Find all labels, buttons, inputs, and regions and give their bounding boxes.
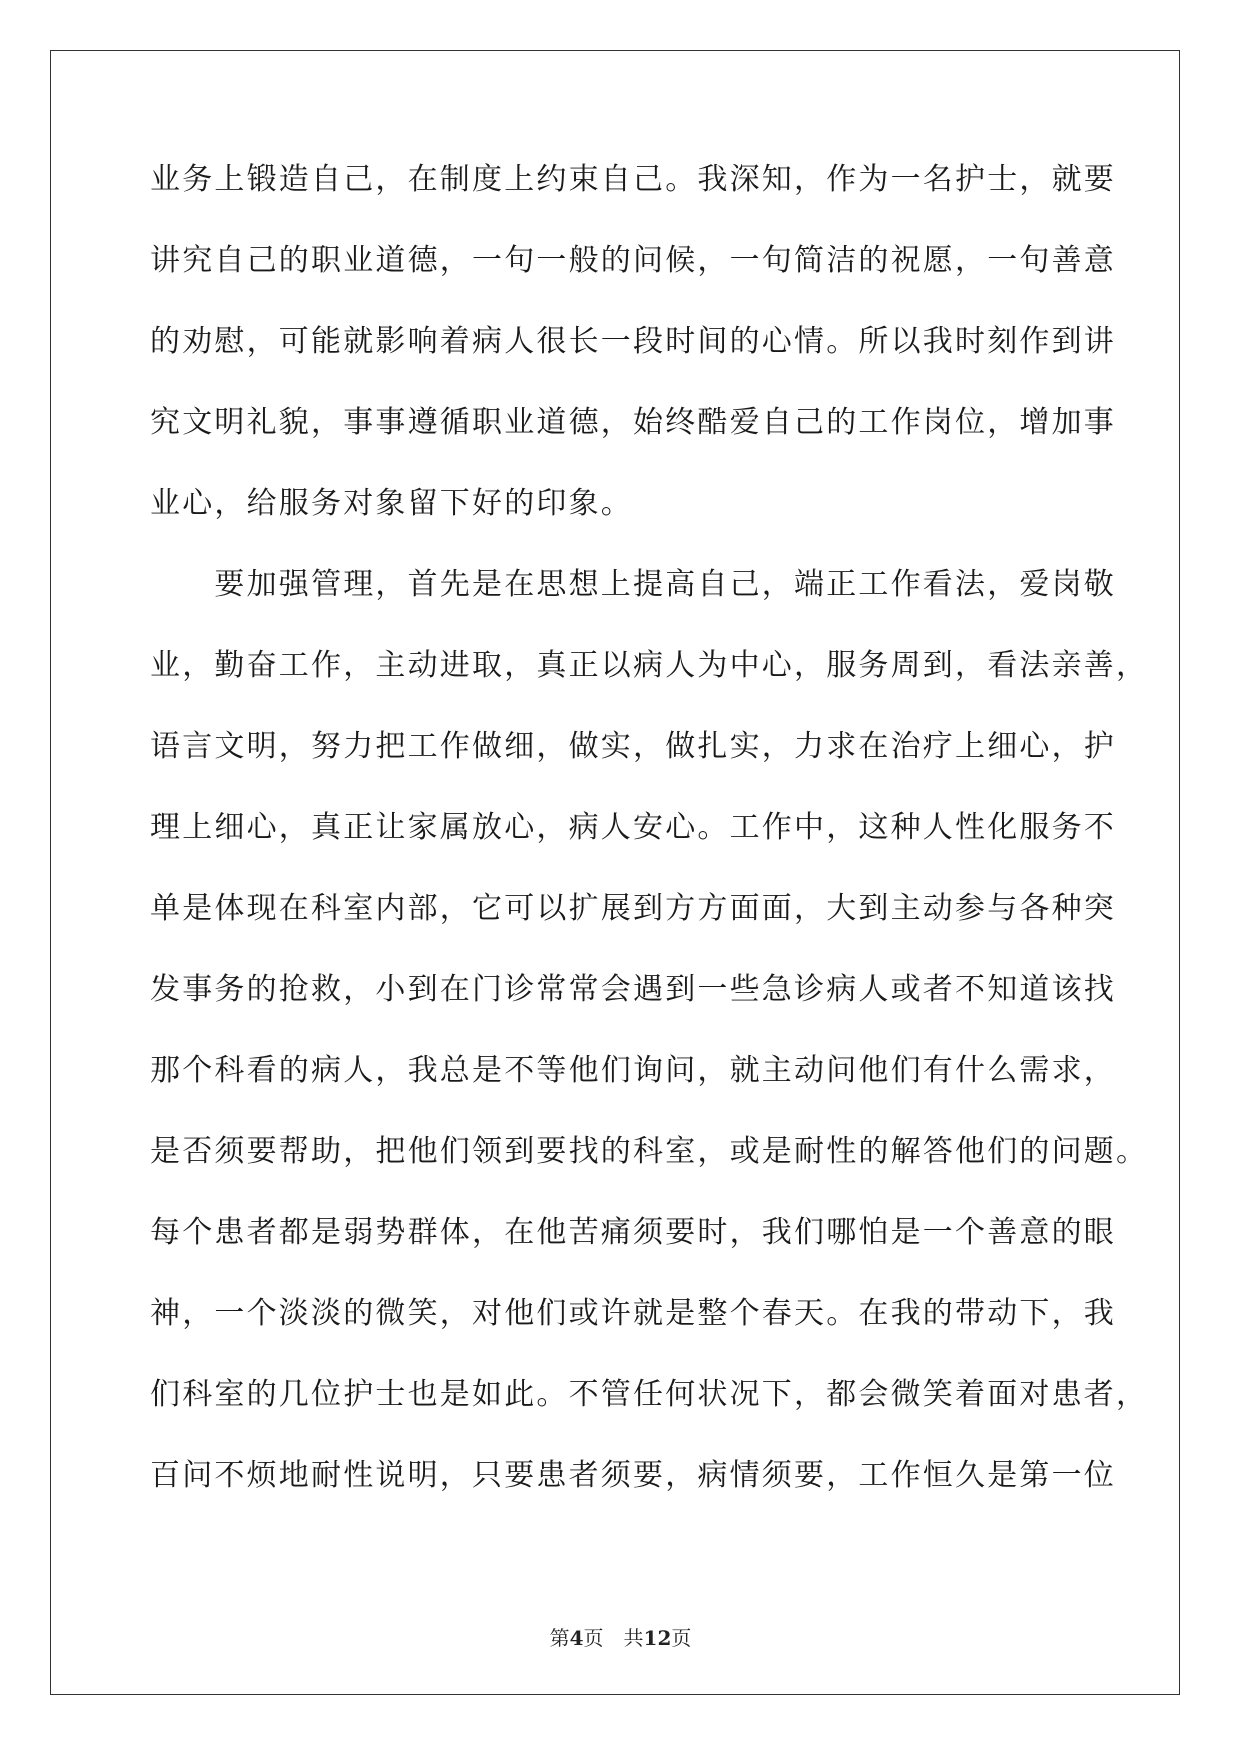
text-line: 业心，给服务对象留下好的印象。 bbox=[150, 486, 633, 521]
text-line: 究文明礼貌，事事遵循职业道德，始终酷爱自己的工作岗位，增加事 bbox=[150, 405, 1116, 440]
document-body bbox=[150, 160, 1149, 1537]
text-line: 百问不烦地耐性说明，只要患者须要，病情须要，工作恒久是第一位 bbox=[150, 1458, 1116, 1493]
page-prefix: 第 bbox=[549, 1626, 570, 1650]
text-line: 语言文明，努力把工作做细，做实，做扎实，力求在治疗上细心，护 bbox=[150, 729, 1116, 764]
text-line: 那个科看的病人，我总是不等他们询问，就主动问他们有什么需求， bbox=[150, 1053, 1116, 1088]
text-line: 单是体现在科室内部，它可以扩展到方方面面，大到主动参与各种突 bbox=[150, 891, 1116, 926]
text-line: 发事务的抢救，小到在门诊常常会遇到一些急诊病人或者不知道该找 bbox=[150, 972, 1116, 1007]
page-suffix: 页 bbox=[583, 1626, 604, 1650]
text-line: 们科室的几位护士也是如此。不管任何状况下，都会微笑着面对患者， bbox=[150, 1377, 1149, 1412]
text-line: 业务上锻造自己，在制度上约束自己。我深知，作为一名护士，就要 bbox=[150, 162, 1116, 197]
text-line: 讲究自己的职业道德，一句一般的问候，一句简洁的祝愿，一句善意 bbox=[150, 243, 1116, 278]
page-footer bbox=[0, 1626, 1241, 1650]
total-prefix: 共 bbox=[623, 1626, 644, 1650]
text-line: 的劝慰，可能就影响着病人很长一段时间的心情。所以我时刻作到讲 bbox=[150, 324, 1116, 359]
text-line: 理上细心，真正让家属放心，病人安心。工作中，这种人性化服务不 bbox=[150, 810, 1116, 845]
text-line: 神，一个淡淡的微笑，对他们或许就是整个春天。在我的带动下，我 bbox=[150, 1296, 1116, 1331]
text-line: 业，勤奋工作，主动进取，真正以病人为中心，服务周到，看法亲善， bbox=[150, 648, 1149, 683]
page-number: 4 bbox=[569, 1626, 584, 1650]
text-line: 是否须要帮助，把他们领到要找的科室，或是耐性的解答他们的问题。 bbox=[150, 1134, 1149, 1169]
total-suffix: 页 bbox=[671, 1626, 692, 1650]
total-pages: 12 bbox=[643, 1626, 672, 1650]
text-line: 要加强管理，首先是在思想上提高自己，端正工作看法，爱岗敬 bbox=[150, 567, 1116, 602]
text-line: 每个患者都是弱势群体，在他苦痛须要时，我们哪怕是一个善意的眼 bbox=[150, 1215, 1116, 1250]
